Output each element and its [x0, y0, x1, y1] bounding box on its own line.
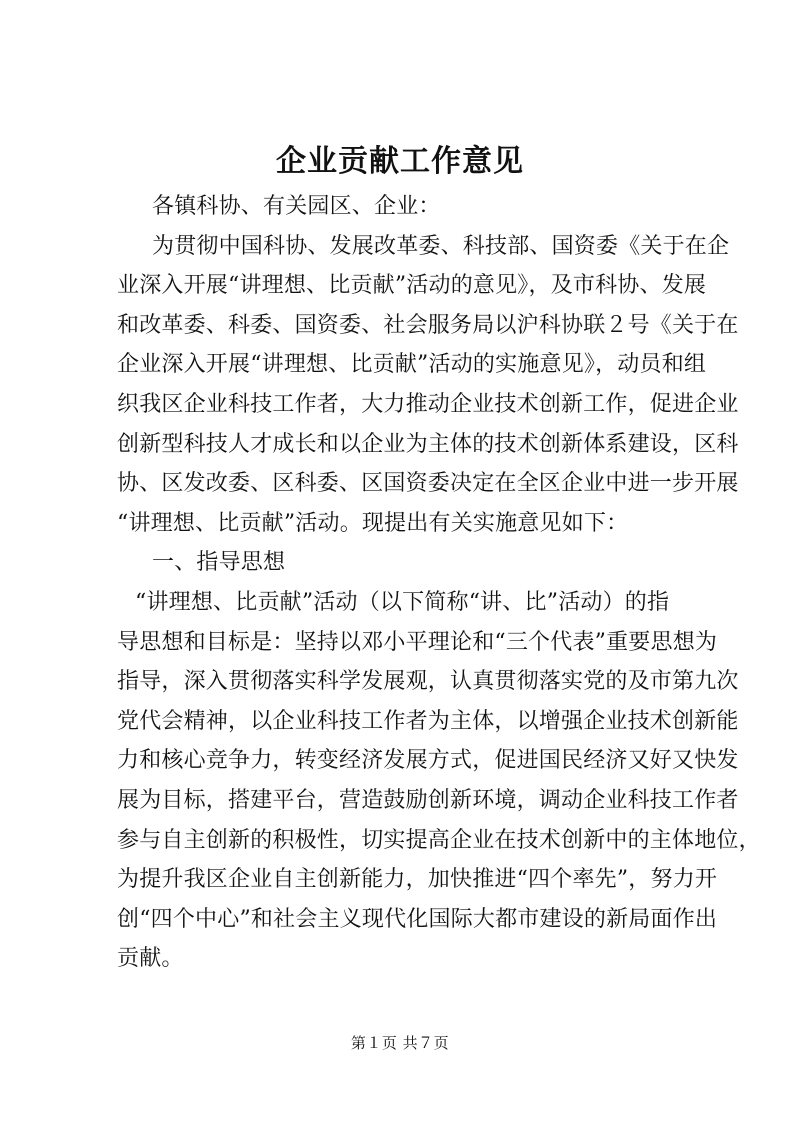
paragraph-line: 力和核心竞争力，转变经济发展方式，促进国民经济又好又快发 [117, 748, 739, 774]
paragraph-line: 织我区企业科技工作者，大力推动企业技术创新工作，促进企业 [117, 391, 739, 417]
paragraph-line: 协、区发改委、区科委、区国资委决定在全区企业中进一步开展 [117, 471, 739, 497]
document-title: 企业贡献工作意见 [276, 144, 524, 179]
paragraph-line: “讲理想、比贡献”活动（以下简称“讲、比”活动）的指 [135, 589, 670, 615]
paragraph-line: 展为目标，搭建平台，营造鼓励创新环境，调动企业科技工作者 [117, 787, 739, 813]
section-heading: 一、指导思想 [152, 550, 286, 576]
paragraph-line: 创新型科技人才成长和以企业为主体的技术创新体系建设，区科 [117, 431, 739, 457]
paragraph-line: 贡献。 [117, 946, 184, 972]
page-number-footer: 第１页 共７页 [350, 1034, 450, 1052]
paragraph-line: 企业深入开展“讲理想、比贡献”活动的实施意见》，动员和组 [117, 352, 707, 378]
salutation-line: 各镇科协、有关园区、企业： [152, 194, 441, 219]
paragraph-line: 创“四个中心”和社会主义现代化国际大都市建设的新局面作出 [117, 906, 718, 932]
paragraph-line: “讲理想、比贡献”活动。现提出有关实施意见如下： [117, 510, 629, 536]
paragraph-line: 指导，深入贯彻落实科学发展观，认真贯彻落实党的及市第九次 [117, 669, 739, 695]
paragraph-line: 业深入开展“讲理想、比贡献”活动的意见》，及市科协、发展 [117, 273, 707, 299]
paragraph-line: 和改革委、科委、国资委、社会服务局以沪科协联２号《关于在 [117, 312, 739, 338]
document-body [117, 187, 761, 979]
paragraph-line: 党代会精神，以企业科技工作者为主体，以增强企业技术创新能 [117, 708, 739, 734]
paragraph-line: 参与自主创新的积极性，切实提高企业在技术创新中的主体地位， [117, 827, 761, 853]
paragraph-line: 为贯彻中国科协、发展改革委、科技部、国资委《关于在企 [152, 233, 730, 259]
paragraph-line: 为提升我区企业自主创新能力，加快推进“四个率先”，努力开 [117, 867, 718, 893]
paragraph-line: 导思想和目标是：坚持以邓小平理论和“三个代表”重要思想为 [117, 629, 718, 655]
